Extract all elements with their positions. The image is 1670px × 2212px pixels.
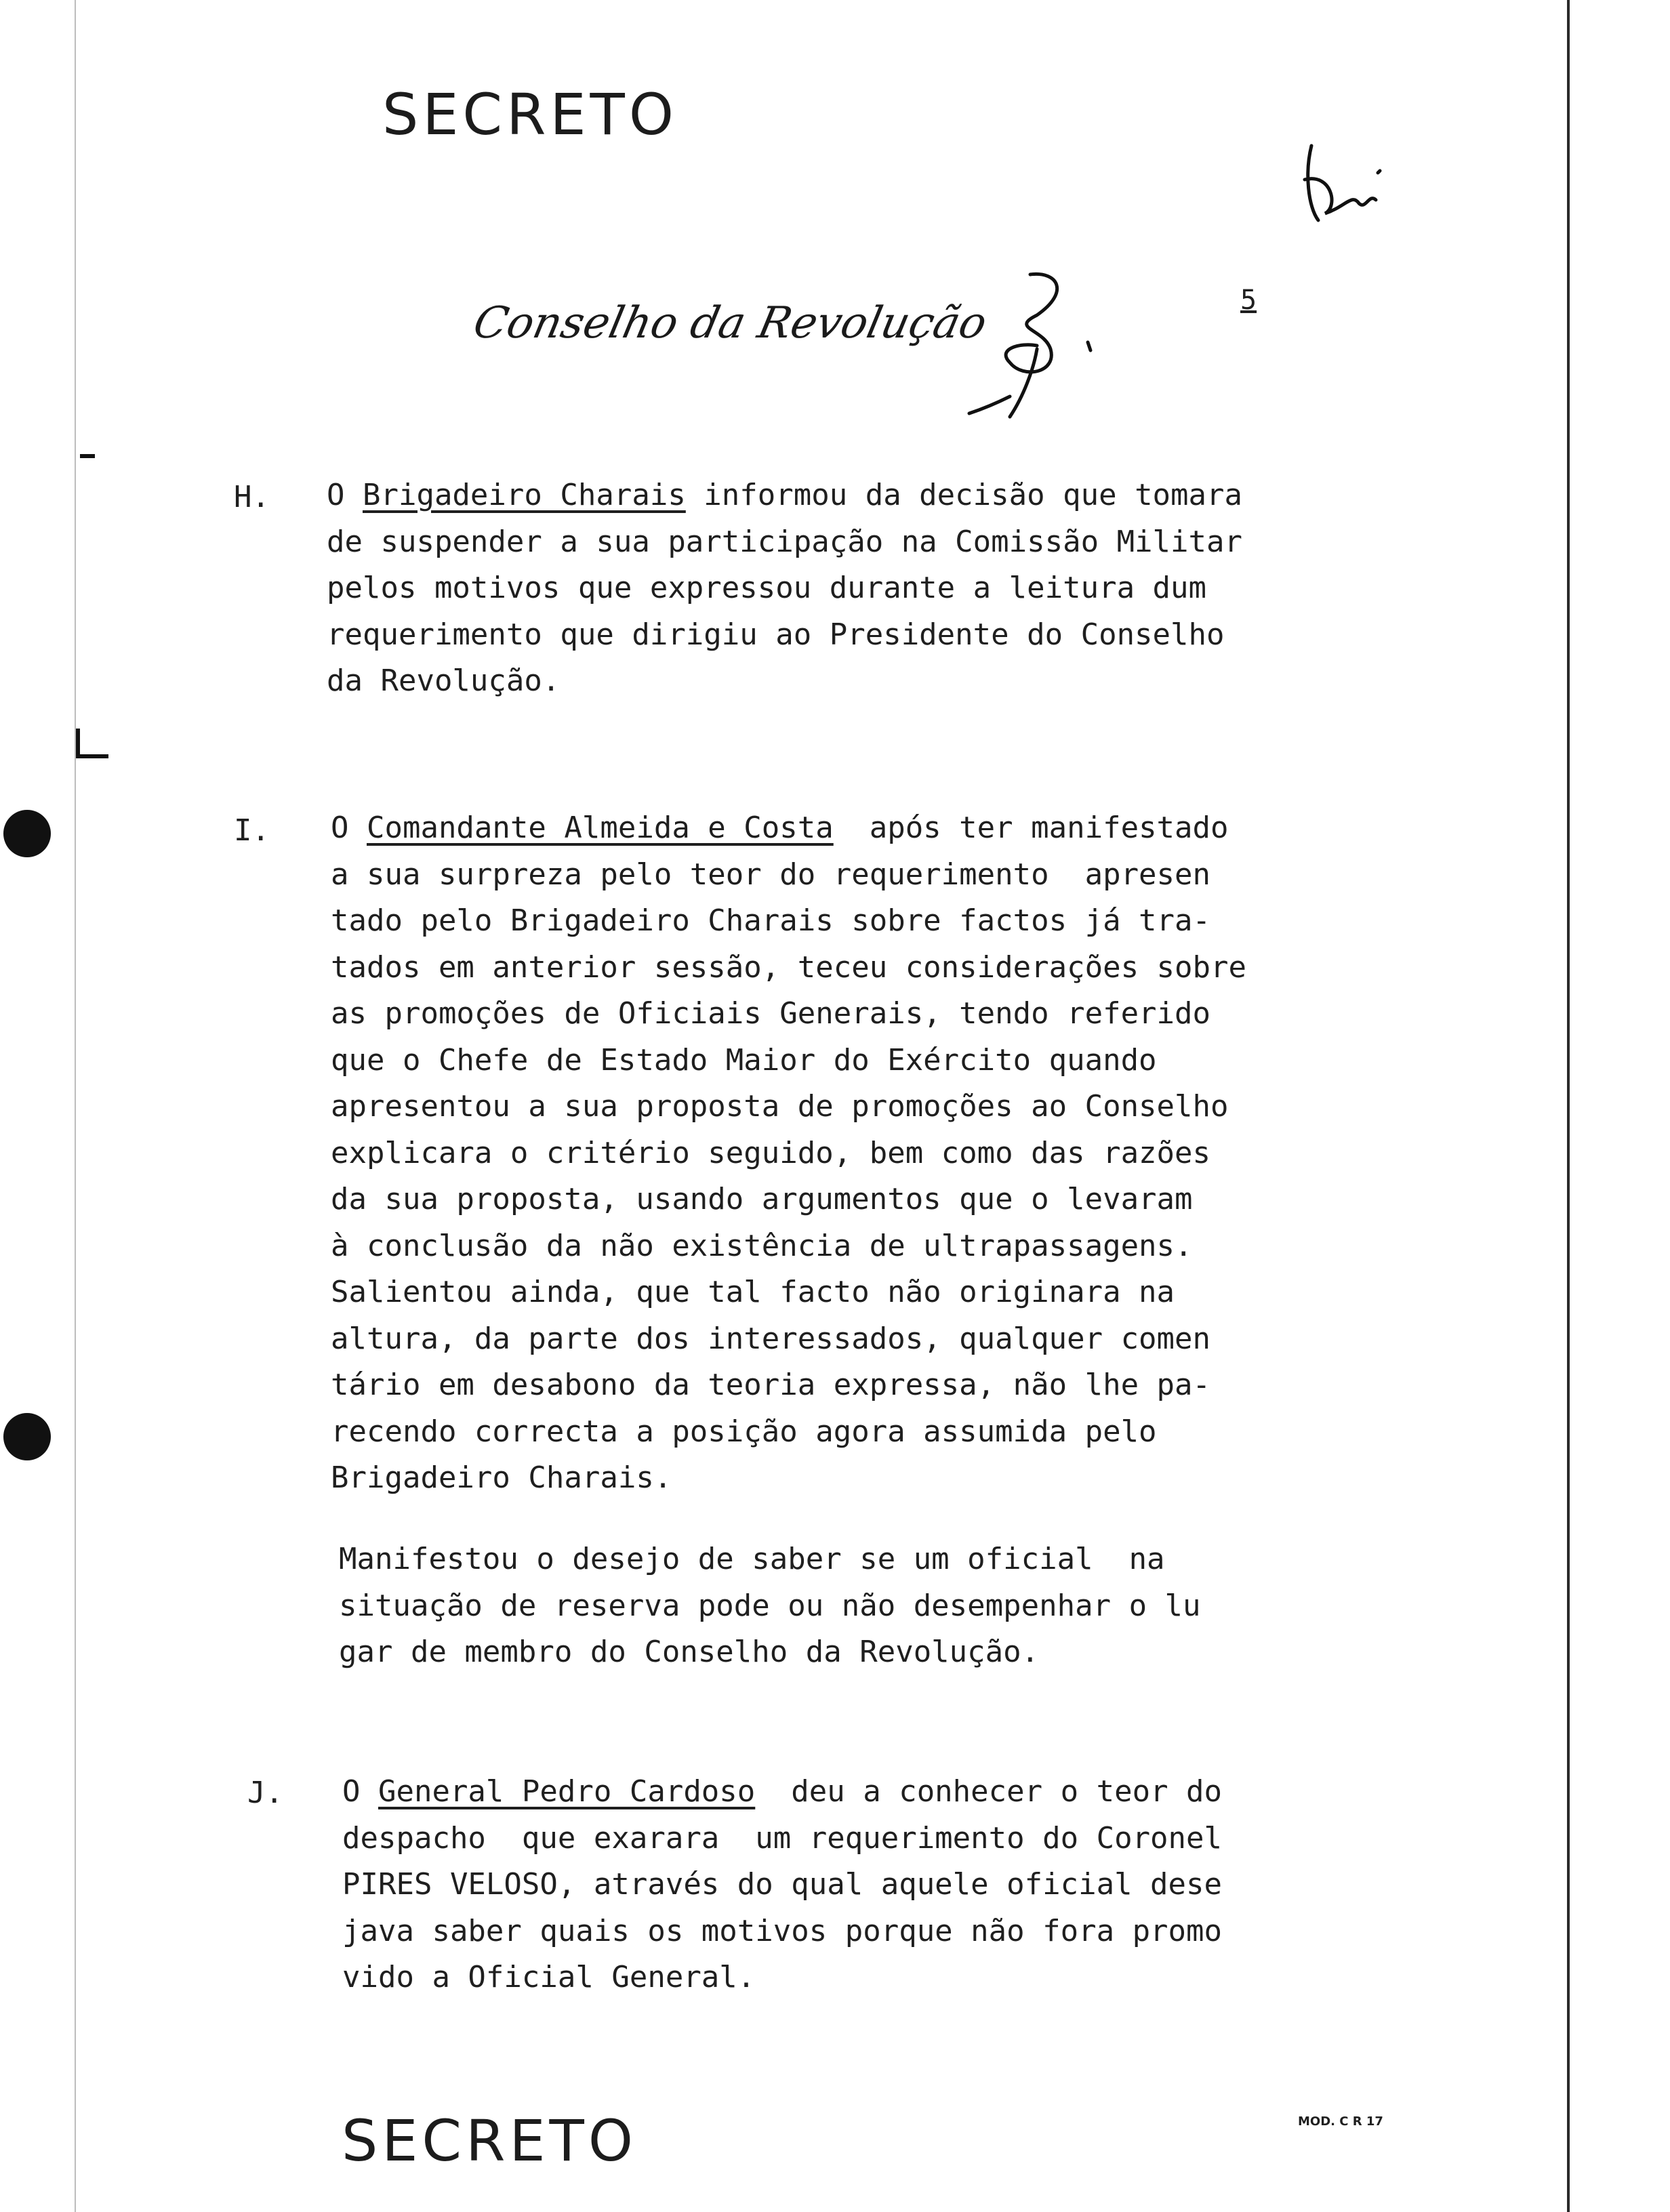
text-line: explicara o critério seguido, bem como das razões — [331, 1135, 1211, 1170]
section-letter: H. — [234, 480, 270, 514]
text-line: recendo correcta a posição agora assumida pelo — [331, 1414, 1157, 1449]
council-heading: Conselho da Revolução — [469, 298, 992, 348]
text-line: à conclusão da não existência de ultrapassagens. — [331, 1228, 1193, 1263]
text-line: despacho que exarara um requerimento do Coronel — [342, 1820, 1223, 1856]
text-line: tado pelo Brigadeiro Charais sobre factos já tra- — [331, 903, 1211, 938]
section-h-text — [327, 472, 1242, 705]
handwritten-initials — [1291, 132, 1400, 234]
section-i-text — [331, 805, 1246, 1502]
text-line: vido a Oficial General. — [342, 1960, 756, 1994]
text-line: gar de membro do Conselho da Revolução. — [339, 1635, 1040, 1669]
text-line: Manifestou o desejo de saber se um oficial na — [339, 1542, 1165, 1576]
text-line: requerimento que dirigiu ao Presidente do Conselho — [327, 617, 1225, 652]
form-code: MOD. C R 17 — [1298, 2114, 1383, 2129]
footer-classification-stamp: SECRETO — [342, 2108, 637, 2174]
left-margin-line — [75, 0, 76, 2212]
text-line: java saber quais os motivos porque não fora promo — [342, 1913, 1223, 1948]
text-line: pelos motivos que expressou durante a leitura dum — [327, 571, 1207, 605]
section-i-continuation — [339, 1536, 1201, 1676]
handwritten-mark — [956, 261, 1098, 430]
section-letter: J. — [247, 1776, 283, 1810]
text-line: O General Pedro Cardoso deu a conhecer o teor do — [342, 1774, 1223, 1809]
text-line: altura, da parte dos interessados, qualquer comen — [331, 1321, 1211, 1356]
punch-hole-bottom — [3, 1413, 51, 1460]
classification-stamp: SECRETO — [382, 81, 678, 148]
text-line: Salientou ainda, que tal facto não originara na — [331, 1275, 1175, 1309]
text-line: que o Chefe de Estado Maior do Exército quando — [331, 1042, 1157, 1078]
text-line: situação de reserva pode ou não desempenhar o lu — [339, 1588, 1201, 1623]
text-line: O Comandante Almeida e Costa após ter manifestado — [331, 811, 1229, 845]
text-line: apresentou a sua proposta de promoções ao Conselho — [331, 1089, 1229, 1124]
punch-hole-top — [3, 810, 51, 857]
text-line: da Revolução. — [327, 663, 561, 698]
text-line: tário em desabono da teoria expressa, não lhe pa- — [331, 1368, 1211, 1402]
text-line: de suspender a sua participação na Comissão Militar — [327, 524, 1243, 559]
margin-corner-mark-h — [76, 754, 108, 758]
text-line: O Brigadeiro Charais informou da decisão que tomara — [327, 478, 1243, 512]
text-line: tados em anterior sessão, teceu considerações sobre — [331, 949, 1247, 985]
text-line: Brigadeiro Charais. — [331, 1460, 672, 1495]
text-line: PIRES VELOSO, através do qual aquele oficial dese — [342, 1867, 1223, 1902]
section-letter: I. — [234, 813, 270, 848]
underlined-name: General Pedro Cardoso — [378, 1774, 756, 1809]
underlined-name: Comandante Almeida e Costa — [366, 811, 834, 845]
text-line: da sua proposta, usando argumentos que o levaram — [331, 1182, 1193, 1216]
margin-tick — [80, 454, 95, 458]
underlined-name: Brigadeiro Charais — [362, 478, 686, 512]
section-j-text — [342, 1769, 1222, 2001]
right-binding-line — [1567, 0, 1570, 2212]
text-line: as promoções de Oficiais Generais, tendo referido — [331, 996, 1211, 1031]
text-line: a sua surpreza pelo teor do requerimento apresen — [331, 857, 1211, 892]
page-number: 5 — [1240, 285, 1257, 316]
